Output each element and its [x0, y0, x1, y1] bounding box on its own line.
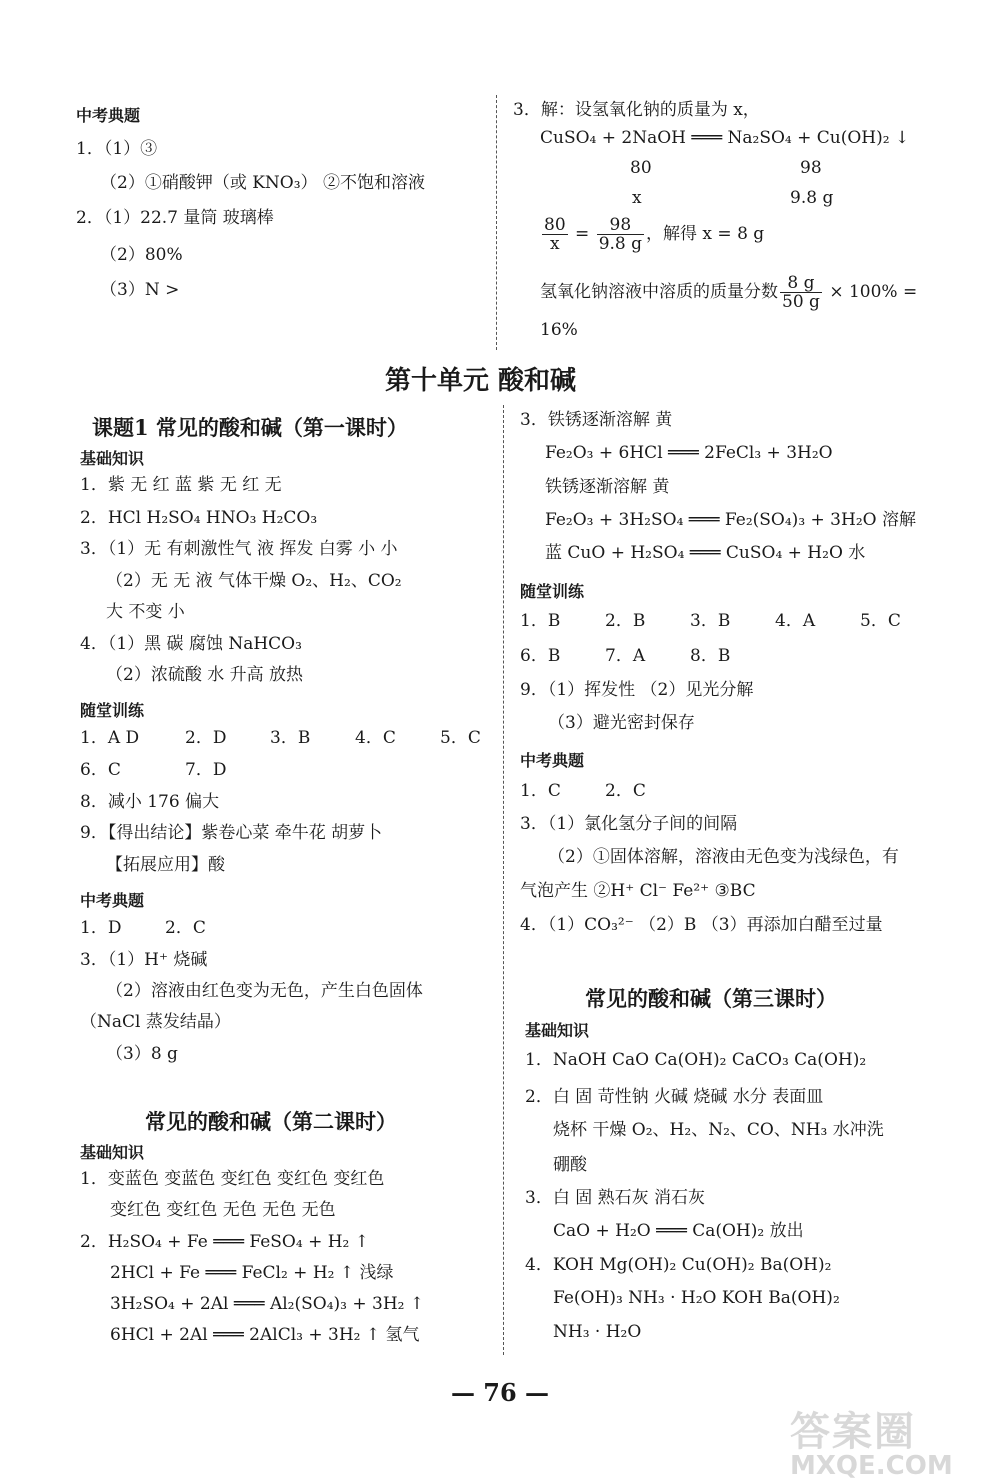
- watermark-logo: [790, 1400, 953, 1481]
- lesson-title: 常见的酸和碱（第二课时）: [145, 1109, 397, 1134]
- answer-line: （2）①硝酸钾（或 KNO₃） ②不饱和溶液: [100, 173, 425, 193]
- answer-line: 9．【得出结论】紫卷心菜 牵牛花 胡萝卜: [80, 823, 383, 843]
- page-number: — 76 —: [450, 1378, 550, 1407]
- section-heading: 基础知识: [80, 449, 145, 468]
- section-heading: 中考典题: [520, 751, 585, 770]
- answer-line: 【拓展应用】酸: [106, 855, 225, 875]
- answer-line: 2．白 固 苛性钠 火碱 烧碱 水分 表面皿: [525, 1087, 824, 1107]
- answer-line: 3．（1）无 有刺激性气 液 挥发 白雾 小 小: [80, 539, 398, 559]
- answer-line: 烧杯 干燥 O₂、H₂、N₂、CO、NH₃ 水冲洗: [553, 1120, 884, 1140]
- mass-fraction-line: 氢氧化钠溶液中溶质的质量分数 $\frac{8 g}{50 g}$ × 100% =: [540, 273, 918, 312]
- lesson-title: 课题1 常见的酸和碱（第一课时）: [92, 415, 408, 440]
- answer-item: 8．B: [690, 646, 731, 666]
- answer-line: （2）无 无 液 气体干燥 O₂、H₂、CO₂: [106, 571, 402, 591]
- answer-line: （2）80%: [100, 245, 183, 265]
- answer-item: 3．B: [270, 728, 311, 748]
- equation-value: 98: [800, 158, 822, 178]
- answer-line: 8．减小 176 偏大: [80, 792, 220, 812]
- answer-line: NH₃ · H₂O: [553, 1322, 642, 1342]
- unit-title: 第十单元 酸和碱: [385, 366, 577, 396]
- answer-line: 4．（1）CO₃²⁻ （2）B （3）再添加白醋至过量: [520, 915, 883, 935]
- equation-line: 2HCl + Fe ═══ FeCl₂ + H₂ ↑ 浅绿: [110, 1263, 394, 1283]
- answer-item: 1．C: [520, 781, 561, 801]
- answer-line: 2．（1）22.7 量筒 玻璃棒: [76, 208, 274, 228]
- answer-line: 1．NaOH CaO Ca(OH)₂ CaCO₃ Ca(OH)₂: [525, 1050, 867, 1070]
- fraction: $\frac{80}{x}$: [544, 215, 566, 254]
- answer-item: 5．C: [860, 611, 901, 631]
- answer-item: 1．D: [80, 918, 122, 938]
- answer-item: 6．B: [520, 646, 561, 666]
- answer-line: 铁锈逐渐溶解 黄: [545, 477, 670, 497]
- equation-value: 9.8 g: [790, 188, 834, 208]
- answer-line: 变红色 变红色 无色 无色 无色: [110, 1200, 336, 1220]
- answer-line: 大 不变 小: [106, 602, 185, 622]
- equation-line: CaO + H₂O ═══ Ca(OH)₂ 放出: [553, 1221, 804, 1241]
- answer-line: （3）避光密封保存: [548, 713, 695, 733]
- answer-line: 气泡产生 ②H⁺ Cl⁻ Fe²⁺ ③BC: [520, 881, 756, 901]
- section-heading: 随堂训练: [520, 582, 585, 601]
- equation-line: CuSO₄ + 2NaOH ═══ Na₂SO₄ + Cu(OH)₂ ↓: [540, 128, 910, 148]
- answer-line: （NaCl 蒸发结晶）: [80, 1012, 231, 1032]
- answer-line: 1．紫 无 红 蓝 紫 无 红 无: [80, 475, 282, 495]
- answer-item: 5．C: [440, 728, 481, 748]
- answer-item: 2．B: [605, 611, 646, 631]
- answer-item: 1．B: [520, 611, 561, 631]
- section-heading: 中考典题: [80, 891, 145, 910]
- equation-line: 6HCl + 2Al ═══ 2AlCl₃ + 3H₂ ↑ 氢气: [110, 1325, 420, 1345]
- equation-line: 蓝 CuO + H₂SO₄ ═══ CuSO₄ + H₂O 水: [545, 543, 866, 563]
- answer-item: 2．C: [605, 781, 646, 801]
- answer-line: 4．KOH Mg(OH)₂ Cu(OH)₂ Ba(OH)₂: [525, 1255, 832, 1275]
- ratio-equation: $\frac{80}{x}$ = $\frac{98}{9.8 g}$ ，解得 x = 8 g: [544, 215, 765, 254]
- answer-line: 4．（1）黑 碳 腐蚀 NaHCO₃: [80, 634, 302, 654]
- answer-line: 3．（1）氯化氢分子间的间隔: [520, 814, 738, 834]
- answer-item: 2．D: [185, 728, 227, 748]
- answer-line: （2）浓硫酸 水 升高 放热: [106, 665, 304, 685]
- answer-line: 3．解：设氢氧化钠的质量为 x，: [513, 100, 760, 120]
- answer-line: 硼酸: [553, 1155, 587, 1175]
- equation-line: Fe₂O₃ + 3H₂SO₄ ═══ Fe₂(SO₄)₃ + 3H₂O 溶解: [545, 510, 916, 530]
- watermark-text: 答案圈: [790, 1409, 916, 1455]
- answer-item: 3．B: [690, 611, 731, 631]
- answer-line: 3．铁锈逐渐溶解 黄: [520, 410, 673, 430]
- answer-line: 16%: [540, 320, 578, 340]
- watermark-url: MXQE.COM: [790, 1451, 953, 1481]
- answer-line: （2）溶液由红色变为无色，产生白色固体: [106, 981, 423, 1001]
- equation-line: 2．H₂SO₄ + Fe ═══ FeSO₄ + H₂ ↑: [80, 1232, 370, 1252]
- answer-line: 2．HCl H₂SO₄ HNO₃ H₂CO₃: [80, 508, 318, 528]
- answer-line: 3．白 固 熟石灰 消石灰: [525, 1188, 706, 1208]
- answer-line: Fe(OH)₃ NH₃ · H₂O KOH Ba(OH)₂: [553, 1288, 840, 1308]
- answer-item: 4．C: [355, 728, 396, 748]
- equation-value: 80: [630, 158, 652, 178]
- column-divider: [503, 405, 504, 1355]
- section-heading: 中考典题: [76, 106, 141, 125]
- column-divider: [496, 95, 497, 350]
- section-heading: 随堂训练: [80, 701, 145, 720]
- answer-line: （3）8 g: [106, 1044, 178, 1064]
- answer-line: （2）①固体溶解，溶液由无色变为浅绿色，有: [548, 847, 899, 867]
- answer-item: 7．A: [605, 646, 646, 666]
- answer-line: 1．变蓝色 变蓝色 变红色 变红色 变红色: [80, 1169, 385, 1189]
- answer-line: （3）N >: [100, 280, 180, 300]
- answer-item: 6．C: [80, 760, 121, 780]
- equation-line: 3H₂SO₄ + 2Al ═══ Al₂(SO₄)₃ + 3H₂ ↑: [110, 1294, 425, 1314]
- answer-line: 3．（1）H⁺ 烧碱: [80, 950, 208, 970]
- answer-item: 7．D: [185, 760, 227, 780]
- lesson-title: 常见的酸和碱（第三课时）: [585, 986, 837, 1011]
- section-heading: 基础知识: [525, 1021, 590, 1040]
- answer-item: 4．A: [775, 611, 816, 631]
- equation-value: x: [632, 188, 642, 208]
- answer-line: 1．（1）③: [76, 139, 158, 159]
- fraction: $\frac{8 g}{50 g}$: [782, 273, 820, 312]
- fraction: $\frac{98}{9.8 g}$: [598, 215, 643, 254]
- answer-line: 9．（1）挥发性 （2）见光分解: [520, 680, 754, 700]
- answer-item: 1．A D: [80, 728, 140, 748]
- answer-item: 2．C: [165, 918, 206, 938]
- section-heading: 基础知识: [80, 1143, 145, 1162]
- equation-line: Fe₂O₃ + 6HCl ═══ 2FeCl₃ + 3H₂O: [545, 443, 833, 463]
